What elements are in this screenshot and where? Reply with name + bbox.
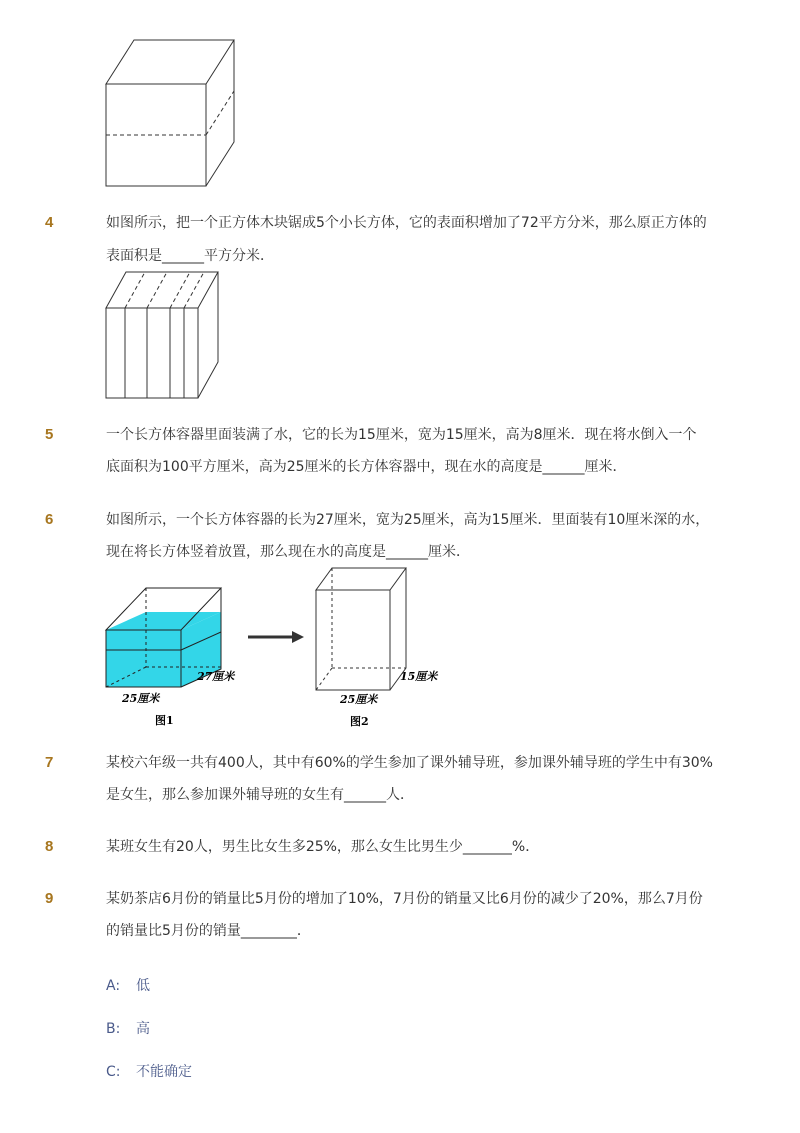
arrow-icon (248, 631, 304, 643)
question-9-line-1: 某奶茶店6月份的销量比5月份的增加了10%，7月份的销量又比6月份的减少了20%，那么7月份 (106, 891, 703, 907)
option-b[interactable] (106, 1018, 150, 1038)
figure-2-container (316, 568, 406, 690)
fig2-height-label: 15厘米 (400, 670, 438, 683)
question-6-line-2: 现在将长方体竖着放置，那么现在水的高度是______厘米． (106, 544, 470, 560)
fig2-length-label: 25厘米 (340, 693, 378, 706)
question-6-number: 6 (45, 511, 54, 528)
fig2-caption: 图2 (350, 715, 369, 728)
question-8-number: 8 (45, 838, 54, 855)
option-c-letter: C: (106, 1064, 121, 1080)
option-b-letter: B: (106, 1021, 121, 1037)
fig1-width-label: 27厘米 (197, 670, 235, 683)
question-9-number: 9 (45, 890, 54, 907)
figure-1-container (106, 588, 236, 727)
fig1-caption: 图1 (155, 714, 174, 727)
container-figures (100, 562, 450, 732)
cube-figure-horizontal-cut (100, 34, 245, 194)
question-5-line-1: 一个长方体容器里面装满了水，它的长为15厘米，宽为15厘米，高为8厘米．现在将水倒入一个 (106, 427, 697, 443)
question-5-line-2: 底面积为100平方厘米，高为25厘米的长方体容器中，现在水的高度是______厘米． (106, 459, 627, 475)
cube-figure-vertical-cuts (100, 268, 230, 403)
question-8-line-1: 某班女生有20人，男生比女生多25%，那么女生比男生少_______%． (106, 839, 540, 855)
question-5-number: 5 (45, 426, 54, 443)
option-a-text: 低 (136, 978, 150, 994)
question-4-line-2: 表面积是______平方分米． (106, 248, 274, 264)
question-4-number: 4 (45, 214, 54, 231)
option-a[interactable] (106, 975, 150, 995)
option-b-text: 高 (136, 1021, 150, 1037)
question-7-line-2: 是女生，那么参加课外辅导班的女生有______人． (106, 787, 414, 803)
question-4-line-1: 如图所示，把一个正方体木块锯成5个小长方体，它的表面积增加了72平方分米，那么原正方体的 (106, 215, 707, 231)
question-7-line-1: 某校六年级一共有400人，其中有60%的学生参加了课外辅导班，参加课外辅导班的学生中有30% (106, 755, 713, 771)
water-front-face (106, 630, 181, 687)
question-7-number: 7 (45, 754, 54, 771)
question-6-line-1: 如图所示，一个长方体容器的长为27厘米，宽为25厘米，高为15厘米．里面装有10厘米深的水， (106, 512, 710, 528)
option-a-letter: A: (106, 978, 121, 994)
option-c-text: 不能确定 (136, 1064, 192, 1080)
option-c[interactable] (106, 1061, 192, 1081)
question-9-line-2: 的销量比5月份的销量________． (106, 923, 311, 939)
fig1-length-label: 25厘米 (122, 692, 160, 705)
